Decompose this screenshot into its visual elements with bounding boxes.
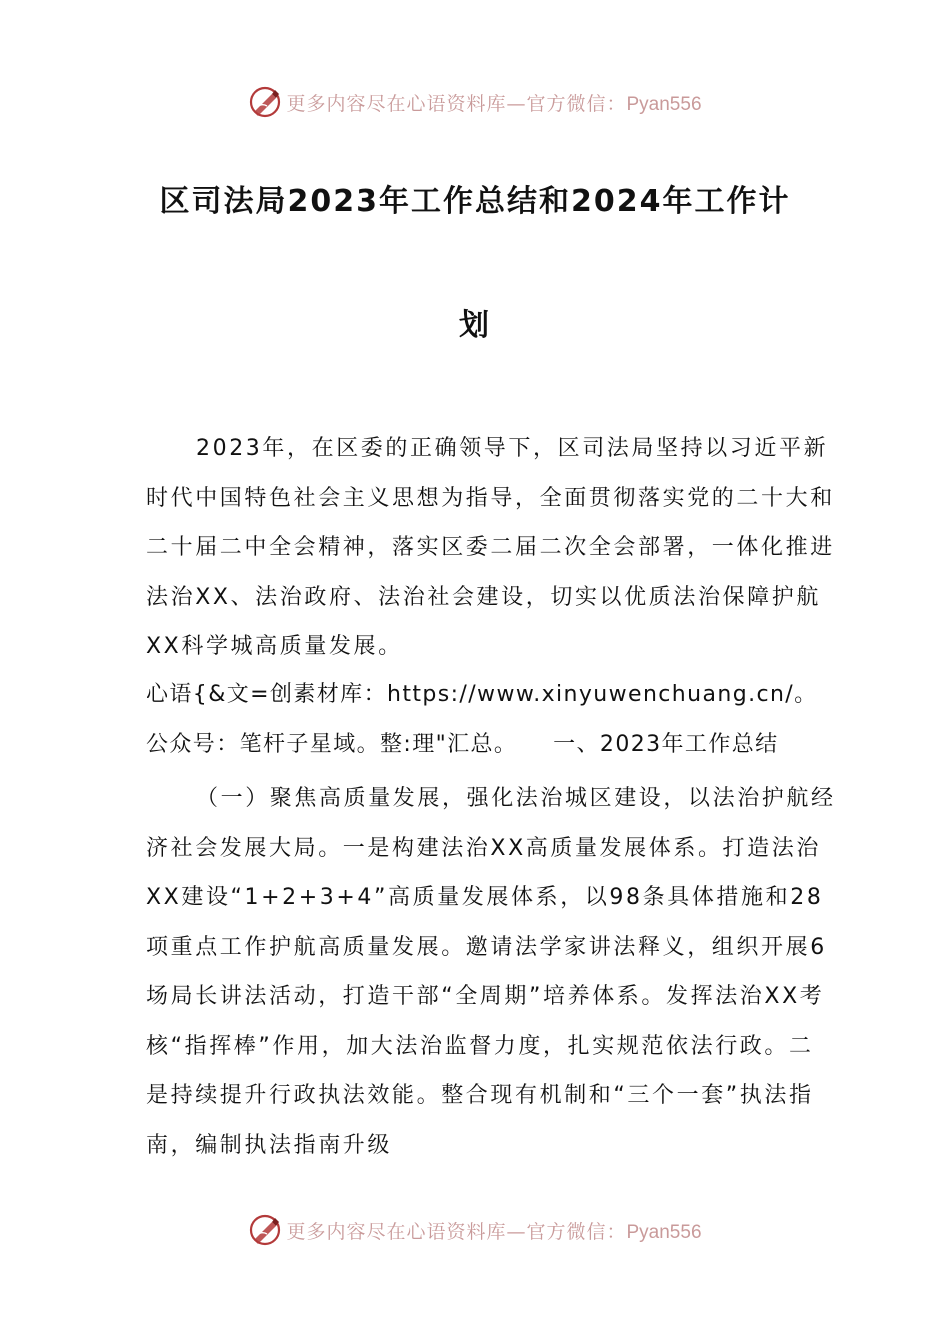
watermark-text: 更多内容尽在心语资料库—官方微信：Pyan556 xyxy=(286,1220,702,1243)
body-paragraph-intro: 2023年，在区委的正确领导下，区司法局坚持以习近平新时代中国特色社会主义思想为指导，全面贯彻落实党的二十大和二十届二中全会精神，落实区委二届二次全会部署，一体化推进法治XX、法治政府、法治社会建设，切实以优质法治保障护航XX科学城高质量发展。 xyxy=(146,436,835,659)
document-title: 区司法局2023年工作总结和2024年工作计 xyxy=(159,184,791,219)
body-paragraph-source-note: 心语{&文=创素材库：https://www.xinyuwenchuang.cn/。公众号：笔杆子星域。整:理"汇总。 一、2023年工作总结 xyxy=(146,682,818,757)
watermark-text: 更多内容尽在心语资料库—官方微信：Pyan556 xyxy=(286,92,702,115)
watermark-banner-bottom xyxy=(0,1210,950,1250)
body-paragraph-section-one: （一）聚焦高质量发展，强化法治城区建设，以法治护航经济社会发展大局。一是构建法治XX高质量发展体系。打造法治XX建设“1+2+3+4”高质量发展体系，以98条具体措施和28项重点工作护航高质量发展。邀请法学家讲法释义，组织开展6场局长讲法活动，打造干部“全周期”培养体系。发挥法治XX考核“指挥棒”作用，加大法治监督力度，扎实规范依法行政。二是持续提升行政执法效能。整合现有机制和“三个一套”执法指南，编制执法指南升级 xyxy=(146,786,836,1158)
pen-logo-icon xyxy=(248,85,282,119)
watermark-banner-top xyxy=(0,82,950,122)
document-title-continuation: 划 xyxy=(459,308,491,343)
pen-logo-icon xyxy=(248,1213,282,1247)
